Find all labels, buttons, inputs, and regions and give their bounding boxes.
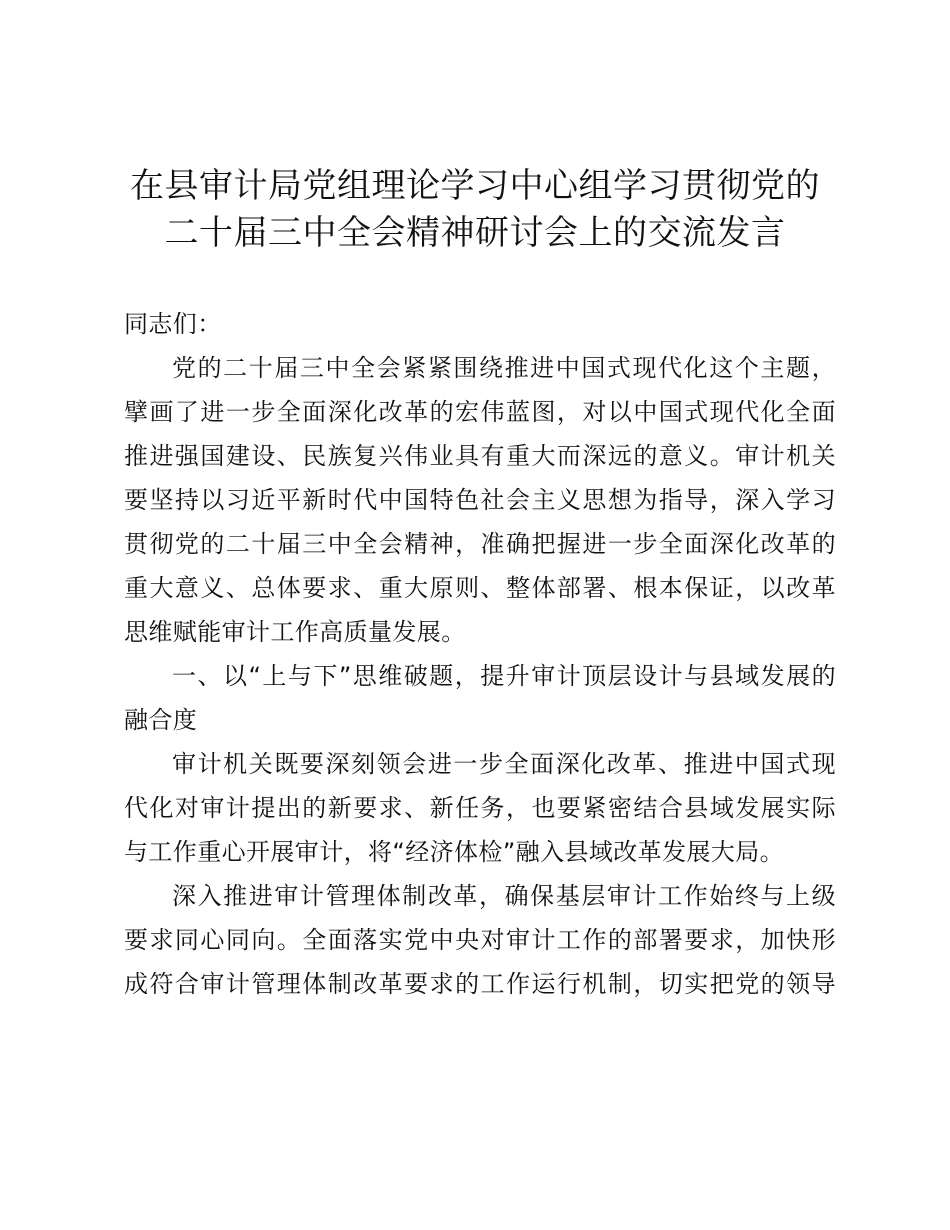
section-heading-line-1: 一、以“上与下”思维破题，提升审计顶层设计与县域发展的: [172, 662, 836, 690]
paragraph-2-line-2: 代化对审计提出的新要求、新任务，也要紧密结合县域发展实际: [124, 794, 836, 822]
paragraph-2-line-3: 与工作重心开展审计，将“经济体检”融入县域改革发展大局。: [124, 838, 785, 866]
document-title-line-1: 在县审计局党组理论学习中心组学习贯彻党的: [130, 166, 820, 206]
salutation: 同志们：: [124, 310, 222, 338]
section-heading-line-2: 融合度: [124, 706, 198, 734]
paragraph-2-line-1: 审计机关既要深刻领会进一步全面深化改革、推进中国式现: [172, 750, 836, 778]
paragraph-1-line-1: 党的二十届三中全会紧紧围绕推进中国式现代化这个主题，: [172, 354, 836, 382]
paragraph-1-line-7: 思维赋能审计工作高质量发展。: [124, 618, 466, 646]
paragraph-3-line-3: 成符合审计管理体制改革要求的工作运行机制，切实把党的领导: [124, 970, 836, 998]
document-title-line-2: 二十届三中全会精神研讨会上的交流发言: [164, 213, 786, 253]
paragraph-1-line-2: 擘画了进一步全面深化改革的宏伟蓝图，对以中国式现代化全面: [124, 398, 836, 426]
paragraph-3-line-1: 深入推进审计管理体制改革，确保基层审计工作始终与上级: [172, 882, 836, 910]
paragraph-1-line-4: 要坚持以习近平新时代中国特色社会主义思想为指导，深入学习: [124, 486, 836, 514]
paragraph-1-line-6: 重大意义、总体要求、重大原则、整体部署、根本保证，以改革: [124, 574, 836, 602]
paragraph-1-line-3: 推进强国建设、民族复兴伟业具有重大而深远的意义。审计机关: [124, 442, 836, 470]
paragraph-1-line-5: 贯彻党的二十届三中全会精神，准确把握进一步全面深化改革的: [124, 530, 836, 558]
paragraph-3-line-2: 要求同心同向。全面落实党中央对审计工作的部署要求，加快形: [124, 926, 836, 954]
